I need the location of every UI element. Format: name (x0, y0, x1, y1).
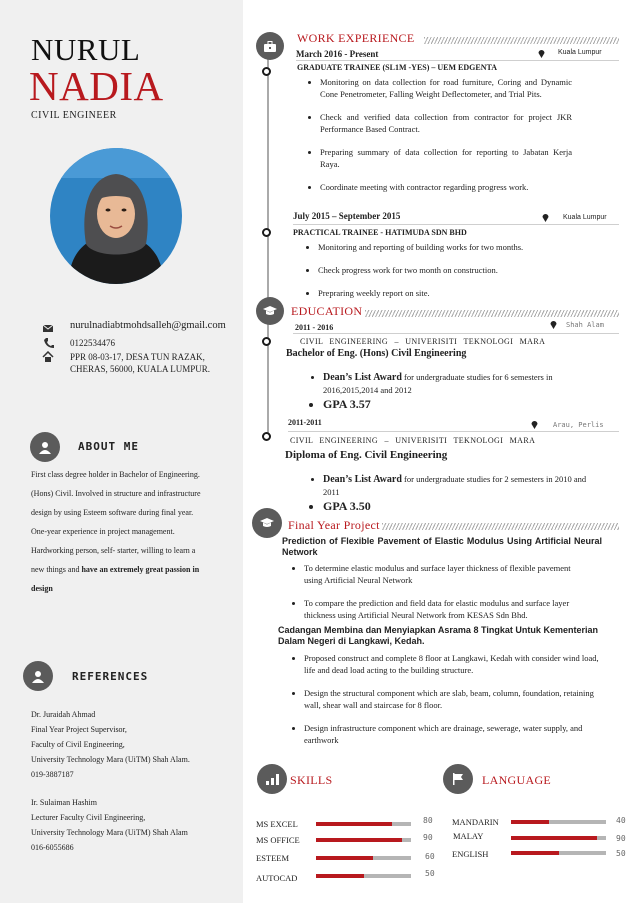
references-icon-circle (23, 661, 53, 691)
graduation-cap-icon (263, 306, 277, 316)
about-heading: ABOUT ME (78, 440, 139, 453)
skill-bar-track (316, 838, 411, 842)
email-icon (42, 322, 54, 334)
list-item: • Design the structural component which are slab, beam, column, foundation, retaining wall, shear wall and staircase for 8 floor. (304, 687, 604, 711)
work-icon-circle (256, 32, 284, 60)
about-icon-circle (30, 432, 60, 462)
list-item: • Proposed construct and complete 8 floor at Langkawi, Kedah with consider wind load, life and dead load acting to the building structure. (304, 652, 604, 676)
list-item: • GPA 3.50 (323, 500, 593, 512)
language-value: 90 (616, 834, 626, 843)
briefcase-icon (264, 41, 276, 52)
skill-name: MS OFFICE (256, 835, 300, 845)
language-value: 40 (616, 816, 626, 825)
list-item: • To determine elastic modulus and surface layer thickness of flexible pavement using Artificial Neural Network (304, 562, 589, 586)
list-item: • Monitoring and reporting of building works for two months. (318, 241, 588, 253)
skill-value: 80 (423, 816, 433, 825)
language-heading: LANGUAGE (482, 773, 552, 787)
edu-1-date: 2011 - 2016 (295, 323, 334, 332)
location-pin-icon (538, 49, 545, 58)
skill-name: ESTEEM (256, 853, 290, 863)
list-item: • To compare the prediction and field data for elastic modulus and surface layer thickness using Artificial Neural Network from KESAS Sdn Bhd. (304, 597, 589, 621)
address-line-1: PPR 08-03-17, DESA TUN RAZAK, (70, 352, 205, 362)
graduation-cap-icon (260, 518, 274, 528)
address-line-2: CHERAS, 56000, KUALA LUMPUR. (70, 364, 211, 374)
job-1-position: GRADUATE TRAINEE (SL1M -YES) – UEM EDGENTA (297, 63, 498, 72)
project-heading: Final Year Project (288, 518, 380, 532)
first-name: NURUL (31, 32, 141, 67)
job-1-location: Kuala Lumpur (558, 49, 602, 56)
timeline-dot (262, 67, 271, 76)
list-item: • Preparing summary of data collection for reporting to Jabatan Kerja Raya. (320, 146, 572, 170)
phone-icon (43, 337, 55, 349)
list-item: • Dean’s List Award for undergraduate studies for 2 semesters in 2010 and 2011 (323, 473, 593, 498)
skill-bar-track (316, 874, 411, 878)
project-heading-hatch (382, 523, 619, 530)
list-item: • Monitoring on data collection for road furniture, Coring and Dynamic Cone Penetrometer, Falling Weight Deflectometer, and Trial Pits. (320, 76, 572, 100)
reference-2: Ir. Sulaiman Hashim Lecturer Faculty Civil Engineering, University Technology Mara (UiTM) Shah Alam 016-6055686 (31, 798, 188, 852)
skill-value: 90 (423, 833, 433, 842)
user-icon (39, 441, 51, 454)
project-icon-circle (252, 508, 282, 538)
job-2-date: July 2015 – September 2015 (293, 211, 401, 221)
phone-text: 0122534476 (70, 338, 115, 348)
language-name: ENGLISH (452, 849, 489, 859)
job-title: CIVIL ENGINEER (31, 110, 117, 121)
skill-value: 60 (425, 852, 435, 861)
about-line: (Hons) Civil. Involved in structure and infrastructure (31, 489, 201, 498)
about-line: design (31, 584, 53, 593)
profile-photo (50, 148, 182, 284)
job-2-position: PRACTICAL TRAINEE - HATIMUDA SDN BHD (293, 228, 467, 237)
divider (288, 431, 619, 432)
edu-1-degree: Bachelor of Eng. (Hons) Civil Engineering (286, 348, 467, 359)
about-line: One-year experience in project management. (31, 527, 175, 536)
home-icon (42, 351, 54, 363)
about-line: First class degree holder in Bachelor of Engineering. (31, 470, 200, 479)
about-line: Hardworking person, self- starter, willing to learn a (31, 546, 196, 555)
work-heading-hatch (424, 37, 619, 44)
job-2-location: Kuala Lumpur (563, 214, 607, 221)
list-item: • GPA 3.57 (323, 398, 593, 410)
list-item: • Design infrastructure component which are drainage, sewerage, water supply, and earthwork (304, 722, 604, 746)
list-item: • Check and verified data collection from contractor for project JKR Performance Based Contract. (320, 111, 572, 135)
education-icon-circle (256, 297, 284, 325)
language-bar-fill (511, 836, 597, 840)
skill-bar-track (316, 856, 411, 860)
skill-value: 50 (425, 869, 435, 878)
edu-2-institution: CIVIL ENGINEERING – UNIVERISITI TEKNOLOGI MARA (290, 436, 536, 445)
divider (293, 333, 619, 334)
user-icon (32, 670, 44, 683)
skill-bar-fill (316, 856, 373, 860)
edu-2-achievements (323, 473, 593, 518)
timeline-dot (262, 228, 271, 237)
language-name: MALAY (453, 831, 484, 841)
language-bar-track (511, 820, 606, 824)
language-bar-fill (511, 820, 549, 824)
edu-2-degree: Diploma of Eng. Civil Engineering (285, 449, 448, 461)
project-2-title: Cadangan Membina dan Menyiapkan Asrama 8 Tingkat Untuk Kementerian Dalam Negeri di Langkawi, Kedah. (278, 625, 598, 646)
skill-bar-fill (316, 822, 392, 826)
language-bar-track (511, 836, 606, 840)
edu-1-location: Shah Alam (566, 321, 604, 329)
location-pin-icon (542, 213, 549, 222)
edu-1-institution: CIVIL ENGINEERING – UNIVERISITI TEKNOLOGI MARA (300, 337, 546, 346)
list-item: • Prepraring weekly report on site. (318, 287, 588, 299)
language-bar-fill (511, 851, 559, 855)
job-2-duties (318, 241, 588, 305)
about-line: new things and have an extremely great passion in (31, 565, 200, 574)
project-1-title: Prediction of Flexible Pavement of Elastic Modulus Using Artificial Neural Network (282, 536, 602, 557)
list-item: • Coordinate meeting with contractor regarding progress work. (320, 181, 572, 193)
about-line: design by using Esteem software during final year. (31, 508, 194, 517)
skill-bar-fill (316, 838, 402, 842)
project-1-objectives (304, 562, 589, 627)
about-text (31, 465, 241, 598)
language-icon-circle (443, 764, 473, 794)
divider (296, 60, 619, 61)
edu-1-achievements (323, 371, 593, 416)
edu-2-location: Arau, Perlis (553, 421, 604, 429)
skill-name: AUTOCAD (256, 873, 298, 883)
divider (293, 224, 619, 225)
bar-chart-icon (266, 773, 279, 785)
skills-icon-circle (257, 764, 287, 794)
email-text: nurulnadiabtmohdsalleh@gmail.com (70, 320, 226, 331)
language-value: 50 (616, 849, 626, 858)
education-heading: EDUCATION (291, 304, 363, 318)
location-pin-icon (531, 420, 538, 429)
project-2-scope (304, 652, 604, 752)
list-item: • Dean’s List Award for undergraduate studies for 6 semesters in 2016,2015,2014 and 2012 (323, 371, 593, 396)
language-name: MANDARIN (452, 817, 499, 827)
work-heading: WORK EXPERIENCE (297, 31, 415, 45)
skills-heading: SKILLS (290, 773, 333, 787)
edu-2-date: 2011-2011 (288, 418, 322, 427)
timeline-dot (262, 337, 271, 346)
references-heading: REFERENCES (72, 670, 149, 683)
last-name: NADIA (29, 63, 164, 109)
reference-1: Dr. Juraidah Ahmad Final Year Project Supervisor, Faculty of Civil Engineering, University Technology Mara (UiTM) Shah Alam. 019-3887187 (31, 710, 190, 779)
location-pin-icon (550, 320, 557, 329)
list-item: • Check progress work for two month on construction. (318, 264, 588, 276)
skill-name: MS EXCEL (256, 819, 298, 829)
job-1-date: March 2016 - Present (296, 49, 379, 59)
timeline-line (267, 55, 269, 435)
education-heading-hatch (365, 310, 619, 317)
language-bar-track (511, 851, 606, 855)
skill-bar-track (316, 822, 411, 826)
job-1-duties (320, 76, 572, 199)
timeline-dot (262, 432, 271, 441)
skill-bar-fill (316, 874, 364, 878)
flag-icon (452, 773, 464, 785)
